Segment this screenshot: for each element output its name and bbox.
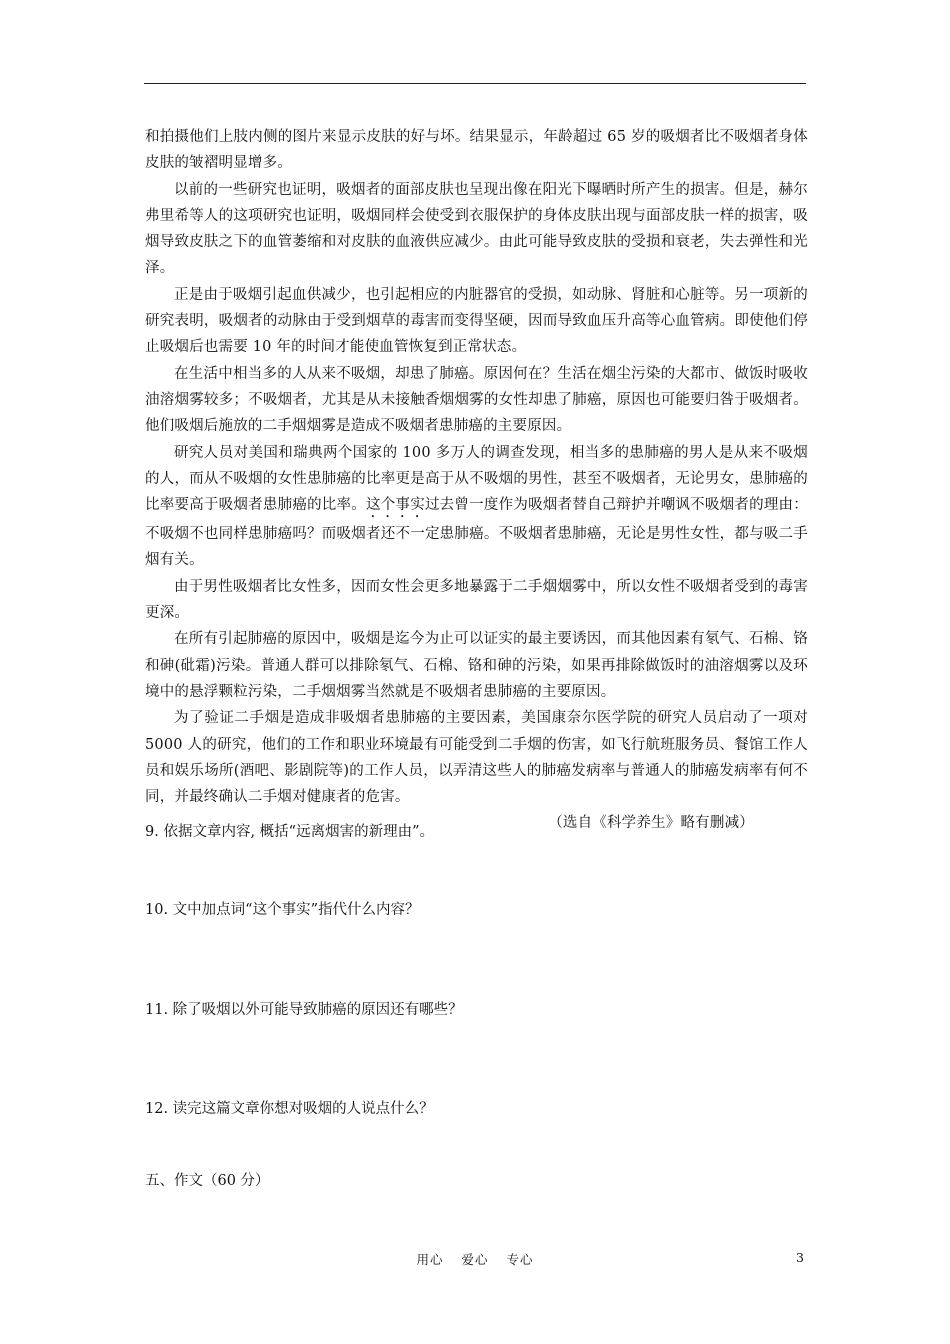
article-body (145, 124, 808, 837)
article-paragraph-6: 由于男性吸烟者比女性多，因而女性会更多地暴露于二手烟烟雾中，所以女性不吸烟者受到的毒害更深。 (145, 578, 808, 622)
page-number: 3 (796, 1250, 804, 1265)
question-12: 12. 读完这篇文章你想对吸烟的人说点什么？ (145, 1101, 434, 1117)
paragraph-5-text-after: 过去曾一度作为吸烟者替自己辩护并嘲讽不吸烟者的理由：不吸烟不也同样患肺癌吗？而吸烟者还不一定患肺癌。不吸烟者患肺癌，无论是男性女性，都与吸二手烟有关。 (145, 497, 808, 569)
article-paragraph-7: 在所有引起肺癌的原因中，吸烟是迄今为止可以证实的最主要诱因，而其他因素有氡气、石棉、铬和砷(砒霜)污染。普通人群可以排除氡气、石棉、铬和砷的污染，如果再排除做饭时的油溶烟雾以及环境中的悬浮颗粒污染，二手烟烟雾当然就是不吸烟者患肺癌的主要原因。 (145, 631, 808, 700)
emphasized-phrase: 这个事实 (366, 497, 425, 514)
article-paragraph-1: 和拍摄他们上肢内侧的图片来显示皮肤的好与坏。结果显示，年龄超过 65 岁的吸烟者比不吸烟者身体皮肤的皱褶明显增多。 (145, 129, 808, 172)
article-paragraph-8: 为了验证二手烟是造成非吸烟者患肺癌的主要因素，美国康奈尔医学院的研究人员启动了一项对 5000 人的研究，他们的工作和职业环境最有可能受到二手烟的伤害，如飞行航班服务员、餐馆工作人员和娱乐场所(酒吧、影剧院等)的工作人员，以弄清这些人的肺癌发病率与普通人的肺癌发病率有何不同，并最终确认二手烟对健康者的危害。 (145, 710, 808, 806)
section-5-heading: 五、作文（60 分） (145, 1173, 270, 1189)
question-11: 11. 除了吸烟以外可能导致肺癌的原因还有哪些？ (145, 1002, 463, 1018)
footer-motto (0, 1250, 950, 1268)
article-paragraph-5 (145, 440, 808, 574)
footer-motto-2: 爱心 (461, 1252, 489, 1267)
question-9: 9. 依据文章内容, 概括“远离烟害的新理由”。 (145, 824, 434, 840)
article-paragraph-2: 以前的一些研究也证明，吸烟者的面部皮肤也呈现出像在阳光下曝晒时所产生的损害。但是，赫尔弗里希等人的这项研究也证明，吸烟同样会使受到衣服保护的身体皮肤出现与面部皮肤一样的损害，吸烟导致皮肤之下的血管萎缩和对皮肤的血液供应减少。由此可能导致皮肤的受损和衰老，失去弹性和光泽。 (145, 181, 808, 277)
article-paragraph-3: 正是由于吸烟引起血供减少，也引起相应的内脏器官的受损，如动脉、肾脏和心脏等。另一项新的研究表明，吸烟者的动脉由于受到烟草的毒害而变得坚硬，因而导致血压升高等心血管病。即使他们停止吸烟后也需要 10 年的时间才能使血管恢复到正常状态。 (145, 286, 808, 356)
header-rule (144, 83, 806, 84)
article-paragraph-4: 在生活中相当多的人从来不吸烟，却患了肺癌。原因何在？生活在烟尘污染的大都市、做饭时吸收油溶烟雾较多；不吸烟者，尤其是从未接触香烟烟雾的女性却患了肺癌，原因也可能要归咎于吸烟者。他们吸烟后施放的二手烟烟雾是造成不吸烟者患肺癌的主要原因。 (145, 365, 808, 435)
article-source: （选自《科学养生》略有删减） (548, 815, 754, 832)
paragraph-5-text-before: 研究人员对美国和瑞典两个国家的 100 多万人的调查发现，相当多的患肺癌的男人是从来不吸烟的人，而从不吸烟的女性患肺癌的比率更是高于从不吸烟的男性，甚至不吸烟者，无论男女，患肺癌的比率要高于吸烟者患肺癌的比率。 (145, 444, 808, 514)
footer-motto-1: 用心 (416, 1252, 444, 1267)
footer-motto-3: 专心 (506, 1252, 534, 1267)
question-10: 10. 文中加点词“这个事实”指代什么内容？ (145, 902, 420, 918)
